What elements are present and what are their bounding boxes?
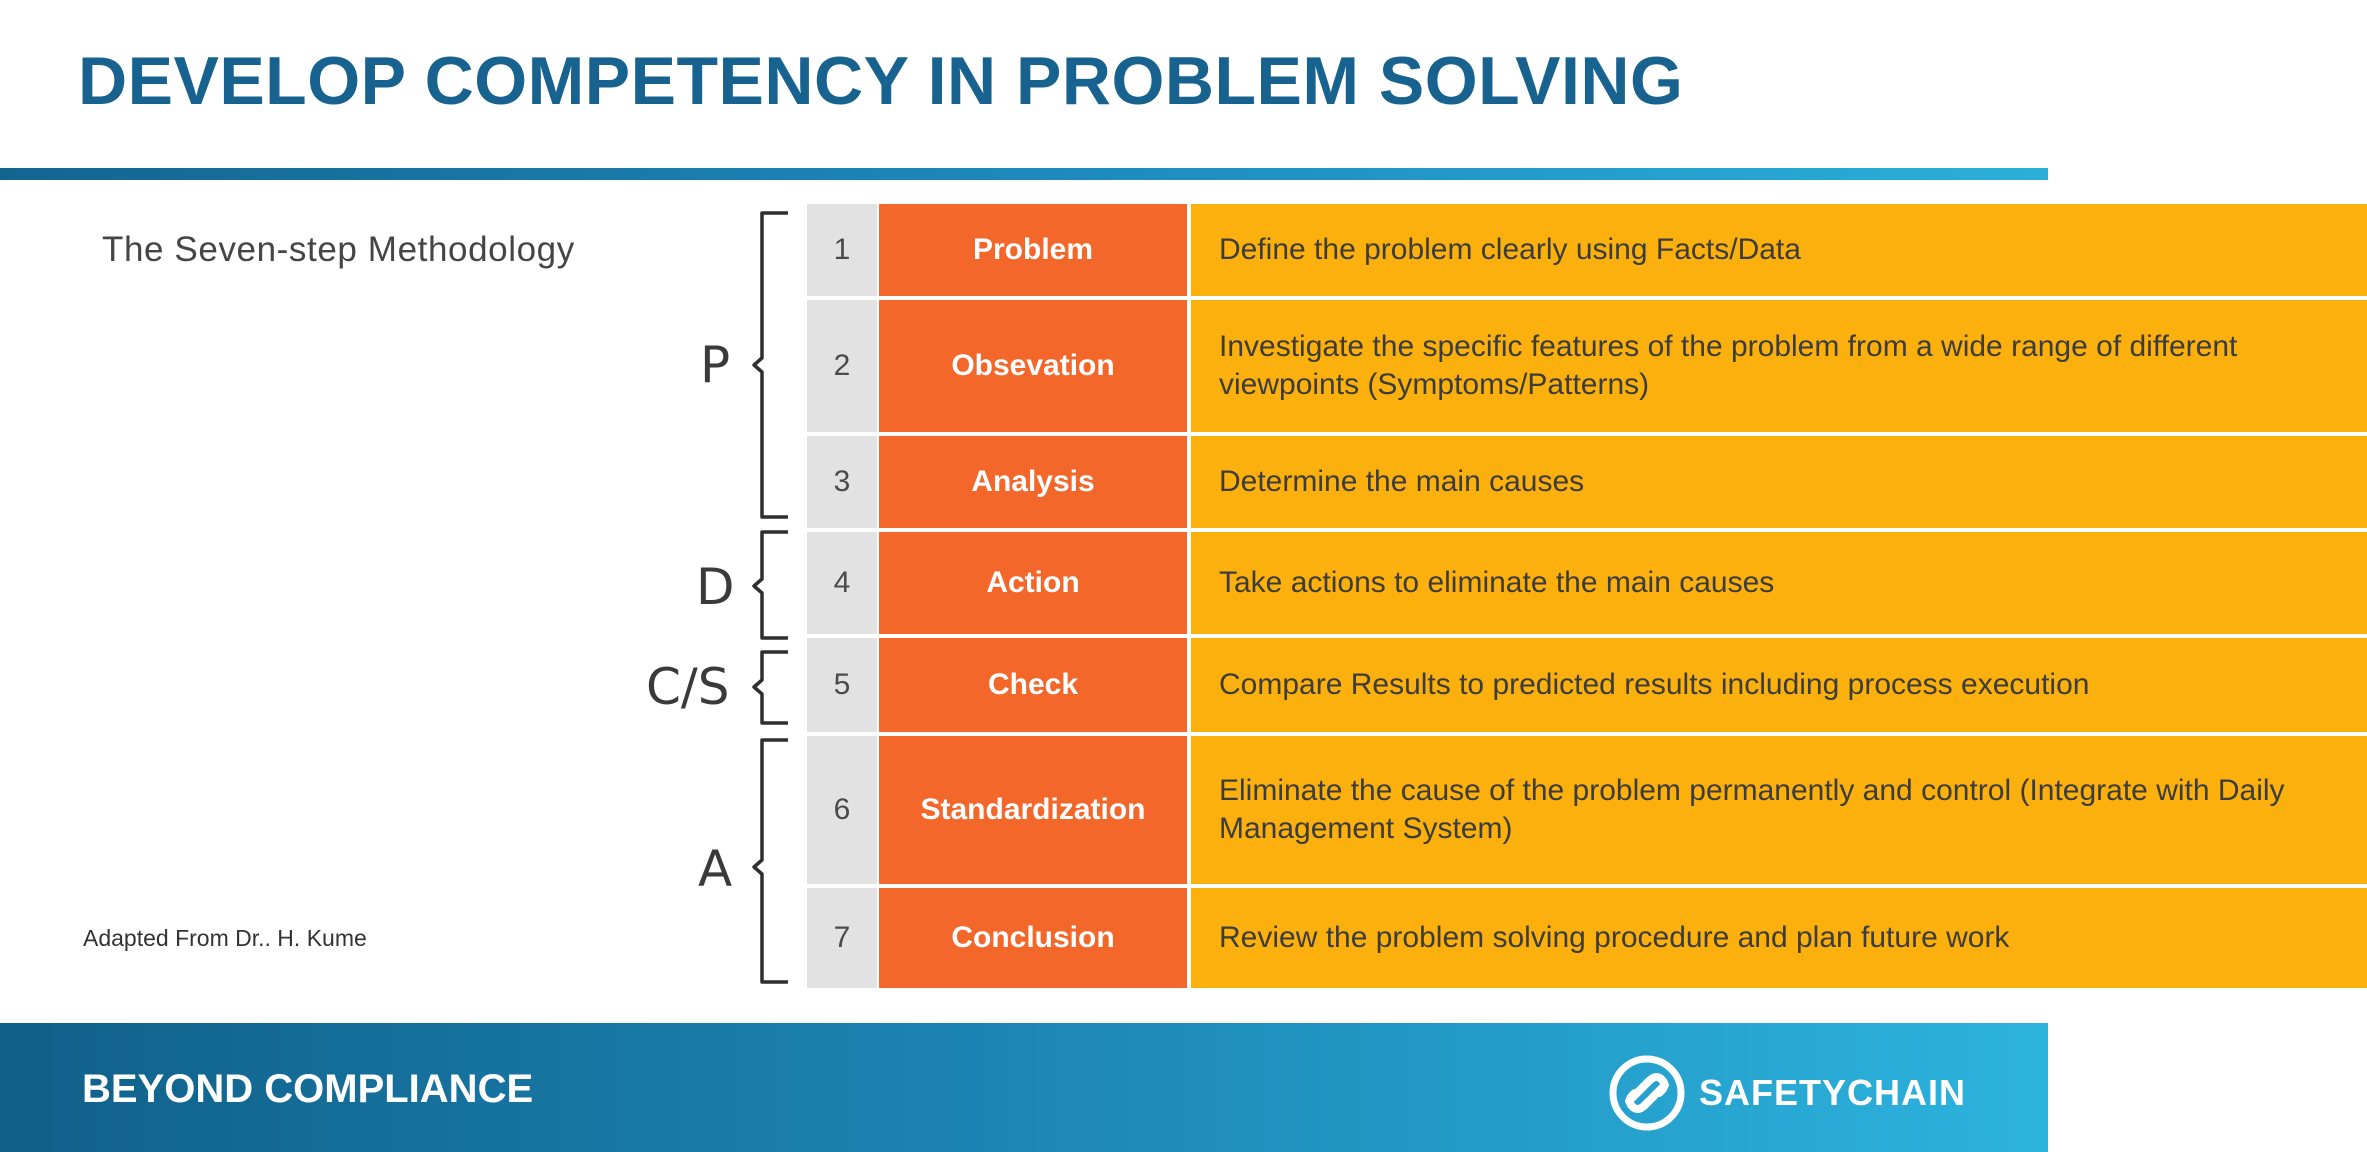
phase-label-cs: C/S (646, 658, 730, 716)
step-number: 4 (807, 532, 877, 634)
bracket-d (754, 532, 788, 638)
step-number: 1 (807, 204, 877, 296)
step-name: Check (879, 638, 1187, 732)
step-name: Problem (879, 204, 1187, 296)
step-description: Take actions to eliminate the main causes (1191, 532, 2367, 634)
brand-logo (1609, 1055, 1966, 1131)
source-credit: Adapted From Dr.. H. Kume (83, 925, 367, 951)
step-description: Review the problem solving procedure and plan future work (1191, 888, 2367, 988)
footer-tagline: BEYOND COMPLIANCE (82, 1067, 534, 1111)
page-title: DEVELOP COMPETENCY IN PROBLEM SOLVING (78, 43, 1684, 119)
step-description: Define the problem clearly using Facts/Data (1191, 204, 2367, 296)
step-description: Investigate the specific features of the problem from a wide range of different viewpoints (Symptoms/Patterns) (1191, 300, 2367, 432)
step-number: 7 (807, 888, 877, 988)
step-name: Conclusion (879, 888, 1187, 988)
bracket-a (754, 740, 788, 982)
phase-label-p: P (700, 336, 731, 394)
step-description: Compare Results to predicted results including process execution (1191, 638, 2367, 732)
section-subtitle: The Seven-step Methodology (102, 230, 575, 269)
step-name: Action (879, 532, 1187, 634)
footer-bar (0, 1023, 2048, 1152)
step-number: 3 (807, 436, 877, 528)
safetychain-logo-icon (1609, 1055, 1685, 1131)
step-description: Determine the main causes (1191, 436, 2367, 528)
step-name: Analysis (879, 436, 1187, 528)
step-name: Obsevation (879, 300, 1187, 432)
step-name: Standardization (879, 736, 1187, 884)
bracket-p (754, 213, 788, 517)
step-description: Eliminate the cause of the problem permanently and control (Integrate with Daily Management System) (1191, 736, 2367, 884)
phase-label-d: D (696, 558, 735, 616)
brand-name: SAFETYCHAIN (1698, 1072, 1966, 1113)
bracket-cs (754, 652, 788, 723)
phase-label-a: A (698, 840, 733, 898)
step-number: 6 (807, 736, 877, 884)
step-number: 5 (807, 638, 877, 732)
step-number: 2 (807, 300, 877, 432)
